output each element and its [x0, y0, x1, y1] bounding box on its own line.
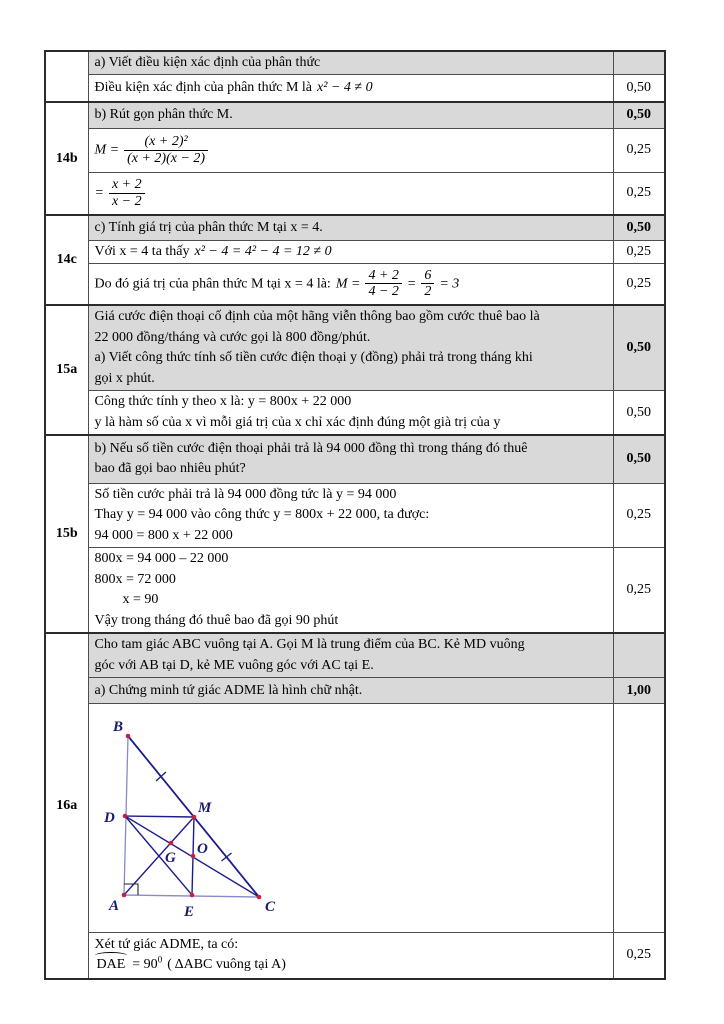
answer-cell [88, 305, 613, 391]
points-cell [613, 51, 665, 74]
points-cell: 0,50 [613, 391, 665, 436]
fraction [109, 177, 145, 209]
row-text-line: Cho tam giác ABC vuông tại A. Gọi M là trung điểm của BC. Kẻ MD vuông [94, 637, 525, 652]
points-cell: 0,50 [613, 435, 665, 483]
fraction-denominator: (x + 2)(x − 2) [127, 150, 206, 166]
point-label-C: C [264, 899, 275, 915]
points-cell: 0,50 [613, 74, 665, 102]
table-row [45, 933, 665, 979]
point-label-D: D [103, 810, 115, 826]
fraction-denominator: 4 − 2 [368, 284, 399, 300]
points-cell: 0,50 [613, 305, 665, 391]
points-cell: 0,25 [613, 128, 665, 172]
row-text: a) Viết điều kiện xác định của phân thức [94, 54, 321, 70]
point-dot-G [168, 841, 173, 846]
answer-key-table [44, 50, 666, 980]
question-id-cell: 15a [45, 305, 88, 435]
table-row [45, 172, 665, 215]
segment-DM [125, 816, 194, 817]
table-row [45, 215, 665, 240]
points-cell: 0,50 [613, 215, 665, 240]
row-text: Điều kiện xác định của phân thức M là [94, 79, 313, 95]
answer-cell [88, 263, 613, 305]
table-row [45, 305, 665, 391]
answer-cell [88, 128, 613, 172]
angle-value: = 90 [132, 957, 158, 973]
point-label-O: O [196, 841, 208, 857]
row-text-line: Số tiền cước phải trả là 94 000 đồng tức là y = 94 000 [94, 486, 397, 502]
vertex-dot-C [256, 895, 261, 900]
row-text-line: b) Nếu số tiền cước điện thoại phải trả là 94 000 đồng thì trong tháng đó thuê [94, 440, 528, 456]
answer-cell [88, 483, 613, 548]
answer-cell [88, 215, 613, 240]
question-id-cell: 16a [45, 633, 88, 979]
answer-cell [88, 633, 613, 678]
angle-notation: DAE [95, 955, 128, 976]
fraction-numerator: 6 [421, 268, 434, 285]
points-cell [613, 633, 665, 678]
vertex-dot-D [122, 814, 127, 819]
row-text-line: Công thức tính y theo x là: y = 800x + 22 000 [94, 394, 352, 409]
table-row [45, 483, 665, 548]
row-text: Với x = 4 ta thấy [94, 243, 190, 259]
formula-lead: M = [94, 142, 120, 158]
row-text-line: Vậy trong tháng đó thuê bao đã gọi 90 phút [94, 612, 339, 628]
angle-exponent: 0 [157, 954, 163, 965]
points-cell [613, 704, 665, 933]
inline-formula: x² − 4 ≠ 0 [317, 79, 373, 95]
answer-cell [88, 102, 613, 128]
fraction [421, 268, 434, 300]
equals-sign: = [406, 275, 417, 291]
points-cell: 0,25 [613, 548, 665, 634]
answer-cell [88, 391, 613, 436]
formula-lead: = [94, 185, 104, 201]
row-text-line: x = 90 [122, 592, 159, 607]
angle-reason: ( ΔABC vuông tại A) [167, 957, 286, 973]
geometry-figure [95, 708, 315, 923]
row-text-line: y là hàm số của x vì mỗi giá trị của x chỉ xác định đúng một già trị của y [94, 414, 501, 430]
points-cell: 0,50 [613, 102, 665, 128]
row-text-line: Thay y = 94 000 vào công thức y = 800x + 22 000, ta được: [94, 507, 430, 522]
table-row [45, 240, 665, 263]
vertex-dot-A [121, 893, 126, 898]
row-text-line: gọi x phút. [94, 370, 155, 386]
vertex-dot-E [189, 893, 194, 898]
row-text-line: 94 000 = 800 x + 22 000 [94, 527, 233, 543]
row-text: Do đó giá trị của phân thức M tại x = 4 là: [94, 275, 331, 291]
table-row [45, 102, 665, 128]
table-row [45, 678, 665, 704]
row-text: a) Chứng minh tứ giác ADME là hình chữ nhật. [94, 682, 363, 698]
answer-cell [88, 548, 613, 634]
points-cell: 0,25 [613, 172, 665, 215]
fraction-numerator: x + 2 [109, 177, 145, 194]
row-text-line [95, 955, 607, 976]
fraction-numerator: 4 + 2 [365, 268, 401, 285]
row-text-line: a) Viết công thức tính số tiền cước điện thoại y (đồng) phải trả trong tháng khi [94, 350, 533, 365]
fraction [365, 268, 401, 300]
formula-lead: M = [335, 275, 361, 291]
table-row [45, 263, 665, 305]
table-row [45, 128, 665, 172]
row-text-line: 800x = 94 000 – 22 000 [94, 551, 229, 566]
row-text-line: 22 000 đồng/tháng và cước gọi là 800 đồng/phút. [94, 329, 371, 345]
answer-cell [88, 172, 613, 215]
vertex-dot-M [191, 815, 196, 820]
answer-cell [88, 933, 613, 979]
points-cell: 0,25 [613, 263, 665, 305]
point-label-A: A [108, 898, 119, 914]
row-text-line: bao đã gọi bao nhiêu phút? [94, 461, 246, 477]
inline-formula: x² − 4 = 4² − 4 = 12 ≠ 0 [194, 243, 332, 259]
points-cell: 1,00 [613, 678, 665, 704]
fraction [124, 134, 208, 166]
fraction-denominator: 2 [424, 284, 432, 300]
answer-cell [88, 435, 613, 483]
row-text: b) Rút gọn phân thức M. [94, 107, 233, 123]
point-label-E: E [183, 904, 194, 920]
table-row [45, 548, 665, 634]
vertex-dot-B [125, 734, 130, 739]
question-id-cell-empty [45, 51, 88, 102]
table-row [45, 435, 665, 483]
point-label-M: M [197, 800, 211, 816]
formula-result: = 3 [439, 275, 460, 291]
row-text-line: Xét tứ giác ADME, ta có: [94, 936, 239, 952]
answer-cell [88, 51, 613, 74]
question-id-cell: 14b [45, 102, 88, 215]
table-row [45, 704, 665, 933]
point-dot-O [190, 854, 195, 859]
row-text: c) Tính giá trị của phân thức M tại x = 4. [94, 219, 323, 235]
figure-cell [88, 704, 613, 933]
points-cell: 0,25 [613, 933, 665, 979]
question-id-cell: 14c [45, 215, 88, 305]
table-row [45, 633, 665, 678]
table-row [45, 51, 665, 74]
row-text-line: Giá cước điện thoại cố định của một hãng viễn thông bao gồm cước thuê bao là [94, 309, 540, 324]
tick-mark-MC [221, 853, 231, 861]
fraction-denominator: x − 2 [111, 193, 142, 209]
point-label-G: G [164, 850, 176, 866]
table-row [45, 74, 665, 102]
row-text-line: 800x = 72 000 [94, 571, 176, 587]
fraction-numerator: (x + 2)² [124, 134, 208, 151]
row-text-line: góc với AB tại D, kẻ ME vuông góc với AC tại E. [94, 657, 374, 673]
question-id-cell: 15b [45, 435, 88, 633]
point-label-B: B [112, 719, 123, 735]
points-cell: 0,25 [613, 483, 665, 548]
points-cell: 0,25 [613, 240, 665, 263]
answer-cell [88, 678, 613, 704]
answer-cell [88, 74, 613, 102]
table-row [45, 391, 665, 436]
answer-cell [88, 240, 613, 263]
